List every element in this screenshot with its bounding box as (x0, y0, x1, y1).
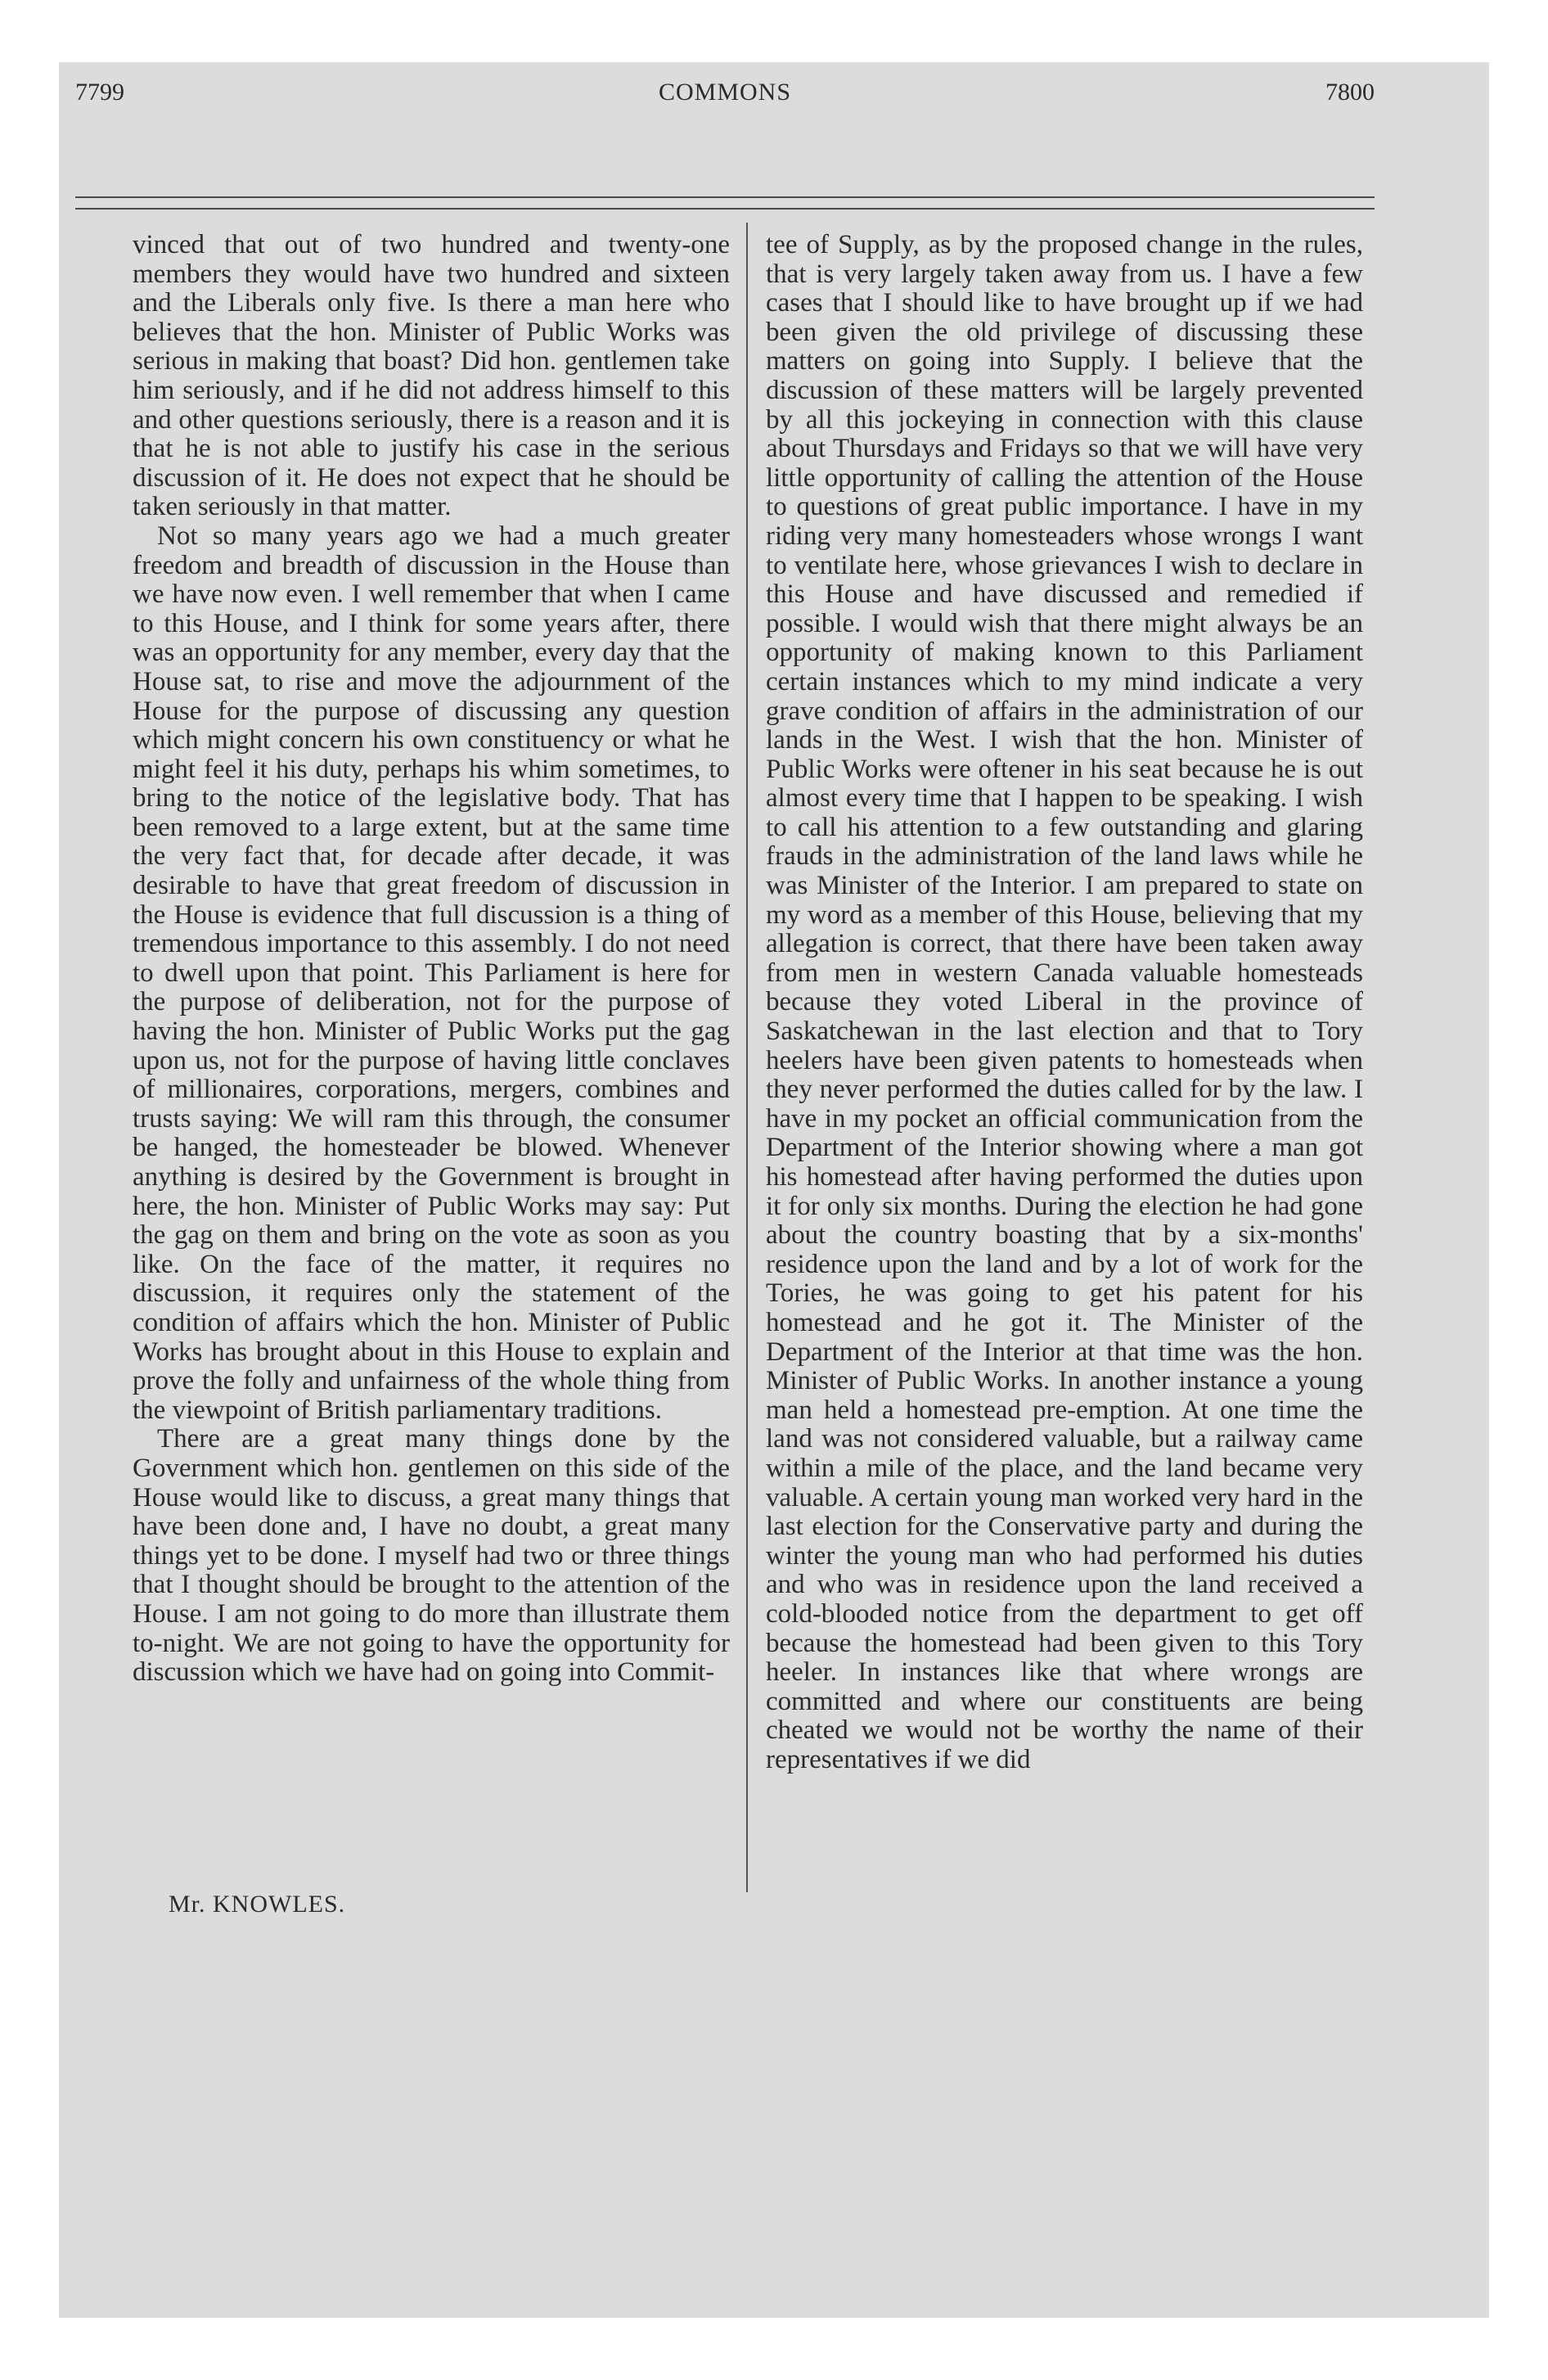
page-header (75, 79, 1375, 119)
header-rule-bottom (75, 208, 1375, 210)
column-divider (746, 223, 748, 1892)
right-column (766, 231, 1363, 1774)
left-column (133, 231, 730, 1688)
speaker-footer: Mr. KNOWLES. (169, 1891, 346, 1918)
header-rule-top (75, 196, 1375, 198)
paragraph: There are a great many things done by the Government which hon. gentlemen on this side of the House would like to discuss, a great many things that have been done and, I have no doubt, a great many things yet to be done. I myself had two or three things that I thought should be brought to the attention of the House. I am not going to do more than illustrate them to-night. We are not going to have the opportunity for discussion which we have had on going into Commit- (133, 1424, 730, 1688)
paragraph: Not so many years ago we had a much greater freedom and breadth of discussion in the House than we have now even. I well remember that when I came to this House, and I think for some years after, there was an opportunity for any member, every day that the House sat, to rise and move the adjournment of the House for the purpose of discussing any question which might concern his own constituency or what he might feel it his duty, perhaps his whim sometimes, to bring to the notice of the legislative body. That has been removed to a large extent, but at the same time the very fact that, for decade after decade, it was desirable to have that great freedom of discussion in the House is evidence that full discussion is a thing of tremendous importance to this assembly. I do not need to dwell upon that point. This Parliament is here for the purpose of deliberation, not for the purpose of having the hon. Minister of Public Works put the gag upon us, not for the purpose of having little conclaves of millionaires, corporations, mergers, combines and trusts saying: We will ram this through, the consumer be hanged, the homesteader be blowed. Whenever anything is desired by the Government is brought in here, the hon. Minister of Public Works may say: Put the gag on them and bring on the vote as soon as you like. On the face of the matter, it requires no discussion, it requires only the statement of the condition of affairs which the hon. Minister of Public Works has brought about in this House to explain and prove the folly and unfairness of the whole thing from the viewpoint of British parliamentary traditions. (133, 521, 730, 1425)
page-title: COMMONS (658, 79, 792, 106)
paragraph: vinced that out of two hundred and twenty-one members they would have two hundred and sixteen and the Liberals only five. Is there a man here who believes that the hon. Minister of Public Works was serious in making that boast? Did hon. gentlemen take him seriously, and if he did not address himself to this and other questions seriously, there is a reason and it is that he is not able to justify his case in the serious discussion of it. He does not expect that he should be taken seriously in that matter. (133, 230, 730, 522)
page-number-left: 7799 (75, 79, 124, 106)
page-number-right: 7800 (1325, 79, 1375, 106)
paragraph: tee of Supply, as by the proposed change in the rules, that is very largely taken away from us. I have a few cases that I should like to have brought up if we had been given the old privilege of discussing these matters on going into Supply. I believe that the discussion of these matters will be largely prevented by all this jockeying in connection with this clause about Thursdays and Fridays so that we will have very little opportunity of calling the attention of the House to questions of great public importance. I have in my riding very many homesteaders whose wrongs I want to ventilate here, whose grievances I wish to declare in this House and have discussed and remedied if possible. I would wish that there might always be an opportunity of making known to this Parliament certain instances which to my mind indicate a very grave condition of affairs in the administration of our lands in the West. I wish that the hon. Minister of Public Works were oftener in his seat because he is out almost every time that I happen to be speaking. I wish to call his attention to a few outstanding and glaring frauds in the administration of the land laws while he was Minister of the Interior. I am prepared to state on my word as a member of this House, believing that my allegation is correct, that there have been taken away from men in western Canada valuable homesteads because they voted Liberal in the province of Saskatchewan in the last election and that to Tory heelers have been given patents to homesteads when they never performed the duties called for by the law. I have in my pocket an official communication from the Department of the Interior showing where a man got his homestead after having performed the duties upon it for only six months. During the election he had gone about the country boasting that by a six-months' residence upon the land and by a lot of work for the Tories, he was going to get his patent for his homestead and he got it. The Minister of the Department of the Interior at that time was the hon. Minister of Public Works. In another instance a young man held a homestead pre-emption. At one time the land was not considered valuable, but a railway came within a mile of the place, and the land became very valuable. A certain young man worked very hard in the last election for the Conservative party and during the winter the young man who had performed his duties and who was in residence upon the land received a cold-blooded notice from the department to get off because the homestead had been given to this Tory heeler. In instances like that where wrongs are committed and where our constituents are being cheated we would not be worthy the name of their representatives if we did (766, 230, 1363, 1774)
